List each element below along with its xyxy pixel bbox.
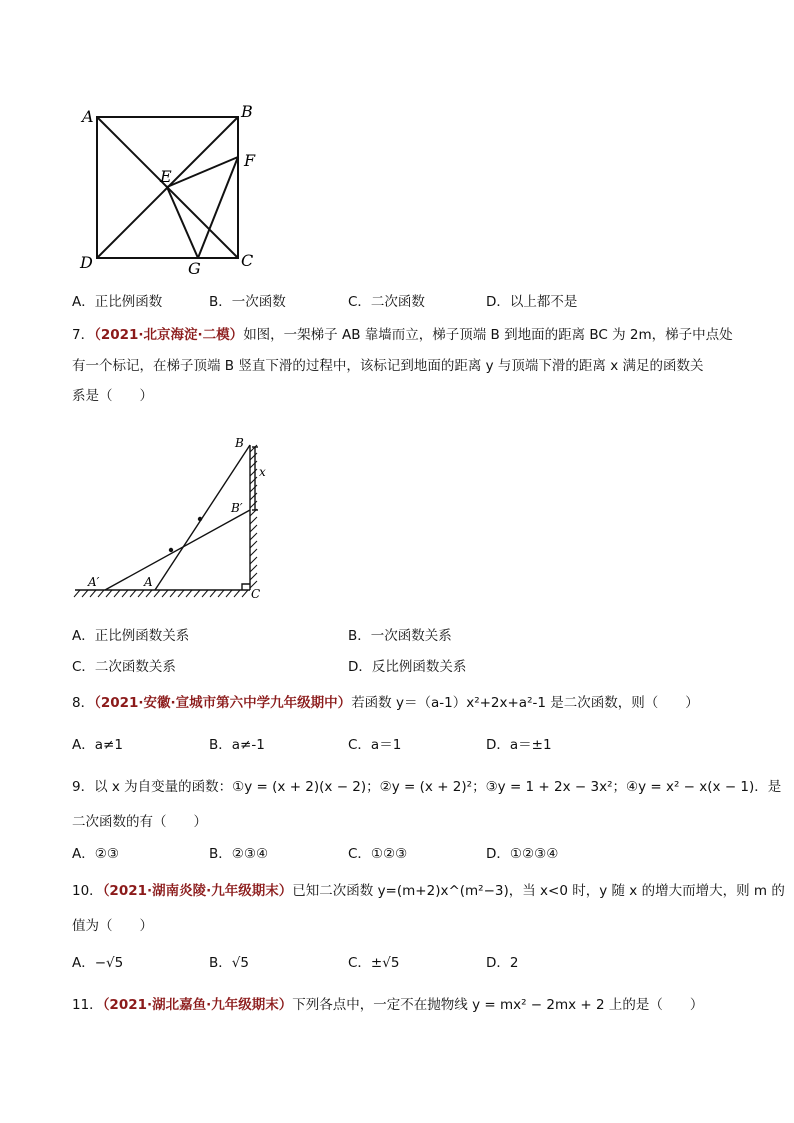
q9-text-line1: 以 x 为自变量的函数：①y = (x + 2)(x − 2)；②y = (x + 2)²；③y = 1 + 2x − 3x²；④y = x² − x(x − 1)．是 [94, 779, 782, 795]
q7-line-1 [72, 323, 733, 343]
q8-option-d: D．a＝±1 [486, 737, 552, 753]
q10-option-c: C．±√5 [348, 955, 400, 971]
q8-text: 若函数 y＝（a-1）x²+2x+a²-1 是二次函数，则（ ） [351, 695, 699, 711]
q10-option-b: B．√5 [209, 955, 249, 971]
q7-option-d: D．反比例函数关系 [348, 659, 467, 675]
q11-text: 下列各点中，一定不在抛物线 y = mx² − 2mx + 2 上的是（ ） [292, 997, 704, 1013]
q6-option-d: D．以上都不是 [486, 294, 578, 310]
q8-line [72, 691, 699, 711]
label-E: E [160, 167, 172, 186]
label-x: x [259, 465, 266, 479]
label-G: G [188, 259, 201, 278]
q10-option-a: A．−√5 [72, 955, 124, 971]
label-B-prime: B′ [231, 501, 243, 515]
label-C: C [241, 251, 254, 270]
ladder-midpoint-mark [198, 517, 202, 521]
q8-source: （2021·安徽·宣城市第六中学九年级期中） [94, 695, 352, 711]
q10-option-d: D．2 [486, 955, 519, 971]
q7-number: 7． [72, 327, 95, 343]
q9-option-b: B．②③④ [209, 846, 269, 862]
q8-option-c: C．a＝1 [348, 737, 402, 753]
q10-line-2: 值为（ ） [72, 918, 153, 934]
q9-option-d: D．①②③④ [486, 846, 559, 862]
label-A: A [82, 107, 94, 126]
q7-line-3: 系是（ ） [72, 388, 153, 404]
label-F: F [244, 151, 256, 170]
q11-source: （2021·湖北嘉鱼·九年级期末） [102, 997, 293, 1013]
q10-text-line1: 已知二次函数 y=(m+2)x^(m²−3)，当 x<0 时，y 随 x 的增大而增大，则 m 的 [292, 883, 785, 899]
label-A-prime: A′ [88, 575, 100, 589]
q11-number: 11． [72, 997, 103, 1013]
q8-option-b: B．a≠-1 [209, 737, 265, 753]
q7-text-line1: 如图，一架梯子 AB 靠墙而立，梯子顶端 B 到地面的距离 BC 为 2m，梯子中点处 [243, 327, 733, 343]
q10-line-1 [72, 879, 785, 899]
q7-option-a: A．正比例函数关系 [72, 628, 190, 644]
q11-line [72, 993, 703, 1013]
q6-option-a: A．正比例函数 [72, 294, 163, 310]
q8-number: 8． [72, 695, 95, 711]
ladder-figure [70, 430, 270, 605]
label-A: A [144, 575, 153, 589]
q10-number: 10． [72, 883, 103, 899]
q7-source: （2021·北京海淀·二模） [94, 327, 244, 343]
q6-option-b: B．一次函数 [209, 294, 286, 310]
q7-option-c: C．二次函数关系 [72, 659, 176, 675]
q8-option-a: A．a≠1 [72, 737, 123, 753]
q7-line-2: 有一个标记，在梯子顶端 B 竖直下滑的过程中，该标记到地面的距离 y 与顶端下滑的距离 x 满足的函数关 [72, 358, 704, 374]
label-B: B [235, 436, 244, 450]
q10-source: （2021·湖南炎陵·九年级期末） [102, 883, 293, 899]
q9-option-a: A．②③ [72, 846, 119, 862]
ladder-midpoint-mark-moved [169, 548, 173, 552]
q6-option-c: C．二次函数 [348, 294, 425, 310]
label-C: C [251, 587, 261, 601]
label-B: B [241, 102, 253, 121]
q7-option-b: B．一次函数关系 [348, 628, 452, 644]
label-D: D [80, 253, 93, 272]
q9-line-1 [72, 775, 781, 795]
q9-number: 9． [72, 779, 95, 795]
square-figure [70, 95, 270, 285]
q9-line-2: 二次函数的有（ ） [72, 814, 207, 830]
q9-option-c: C．①②③ [348, 846, 408, 862]
